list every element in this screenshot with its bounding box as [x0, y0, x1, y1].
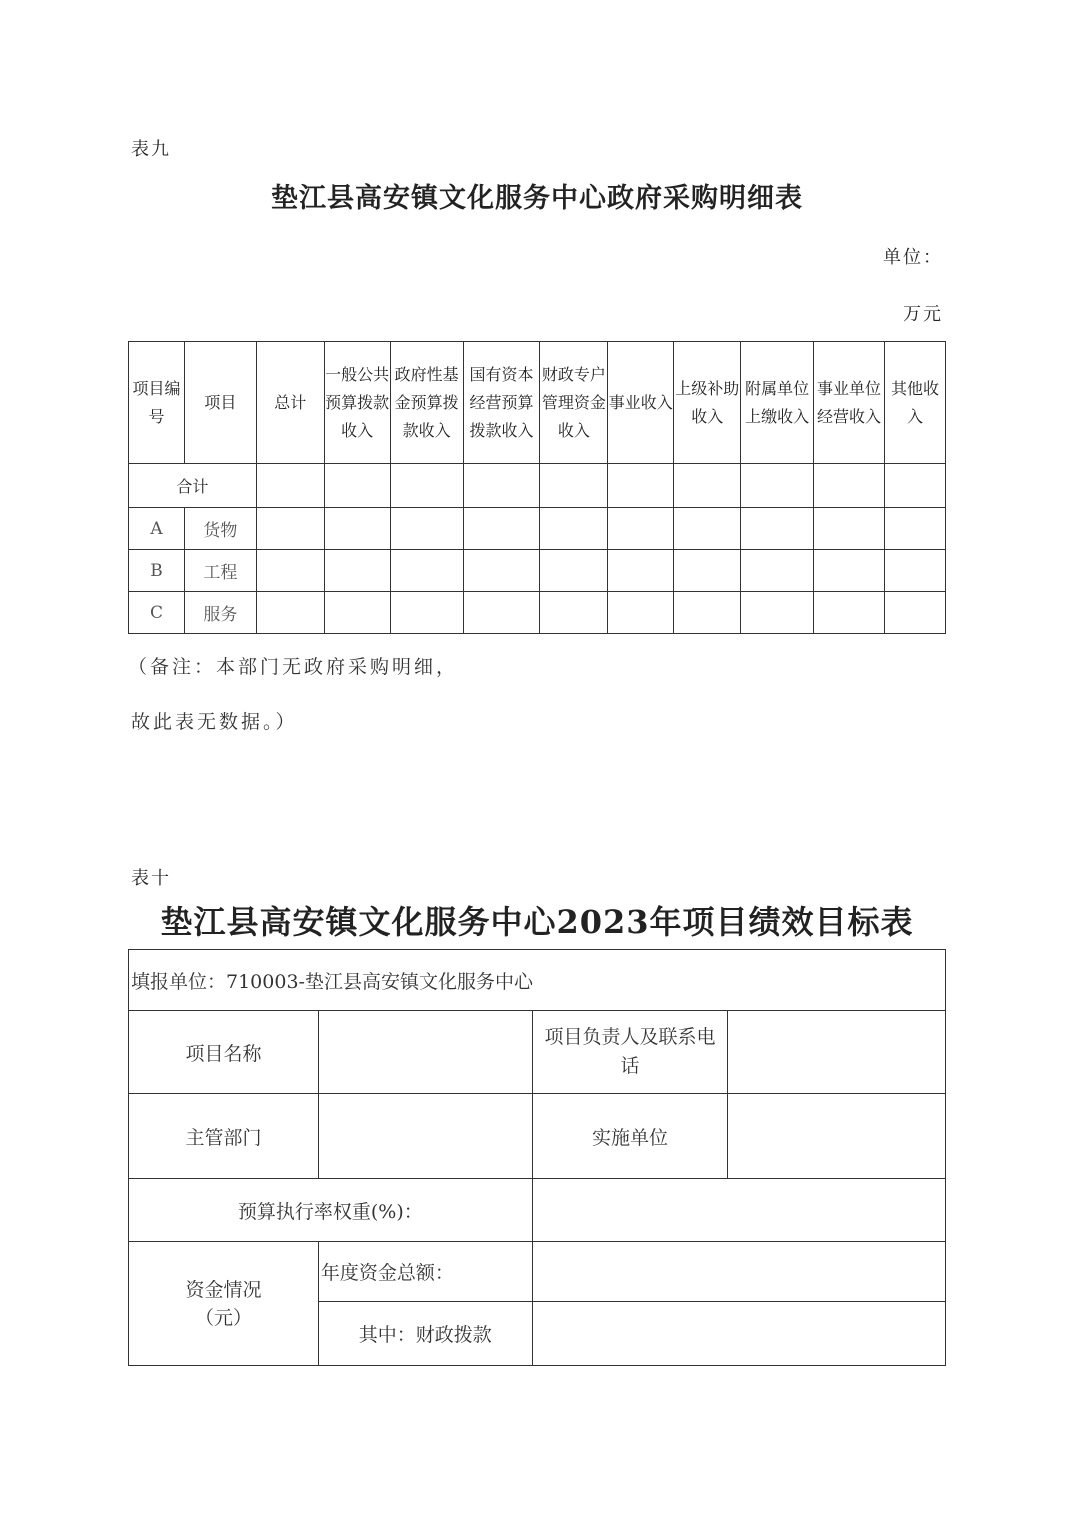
header-cell: 项目编号	[129, 342, 185, 464]
annual-total-label: 年度资金总额：	[318, 1242, 532, 1302]
filler-unit: 填报单位：710003-垫江县高安镇文化服务中心	[129, 950, 946, 1011]
header-cell: 财政专户管理资金收入	[540, 342, 608, 464]
dept-label: 主管部门	[129, 1094, 319, 1179]
project-name-label: 项目名称	[129, 1011, 319, 1094]
note-line-2: 故此表无数据。）	[131, 711, 298, 733]
table-row	[129, 508, 946, 550]
empty-cell	[674, 464, 741, 508]
row-code: B	[129, 550, 185, 592]
budget-rate-value	[532, 1179, 945, 1242]
header-cell: 附属单位上缴收入	[741, 342, 814, 464]
header-cell: 政府性基金预算拨款收入	[390, 342, 463, 464]
empty-cell	[884, 464, 945, 508]
procurement-table	[128, 341, 946, 634]
fiscal-allocation-value	[532, 1302, 945, 1366]
impl-unit-value	[728, 1094, 946, 1179]
empty-cell	[256, 464, 324, 508]
row-name: 货物	[184, 508, 256, 550]
header-cell: 上级补助收入	[674, 342, 741, 464]
empty-cell	[814, 464, 885, 508]
empty-cell	[540, 464, 608, 508]
header-cell: 其他收入	[884, 342, 945, 464]
table10-title: 垫江县高安镇文化服务中心2023年项目绩效目标表	[160, 903, 914, 941]
annual-total-value	[532, 1242, 945, 1302]
performance-table	[128, 949, 946, 1366]
table10-label: 表十	[131, 868, 171, 889]
table9-label: 表九	[131, 139, 171, 160]
header-cell: 事业收入	[608, 342, 674, 464]
note-line-1: （备注：本部门无政府采购明细，	[128, 656, 459, 678]
row-name: 服务	[184, 592, 256, 634]
project-lead-value	[728, 1011, 946, 1094]
header-cell: 总计	[256, 342, 324, 464]
row-code: C	[129, 592, 185, 634]
table9-title: 垫江县高安镇文化服务中心政府采购明细表	[271, 183, 803, 214]
empty-cell	[608, 464, 674, 508]
row-name: 工程	[184, 550, 256, 592]
project-name-value	[318, 1011, 532, 1094]
header-cell: 事业单位经营收入	[814, 342, 885, 464]
fiscal-allocation-label: 其中：财政拨款	[318, 1302, 532, 1366]
header-cell: 项目	[184, 342, 256, 464]
header-cell: 国有资本经营预算拨款收入	[463, 342, 540, 464]
row-code: A	[129, 508, 185, 550]
unit-label: 单位：	[883, 247, 943, 268]
empty-cell	[741, 464, 814, 508]
impl-unit-label: 实施单位	[532, 1094, 728, 1179]
empty-cell	[390, 464, 463, 508]
budget-rate-label: 预算执行率权重(%)：	[129, 1179, 533, 1242]
table-row	[129, 592, 946, 634]
empty-cell	[324, 464, 390, 508]
header-cell: 一般公共预算拨款收入	[324, 342, 390, 464]
total-label: 合计	[129, 464, 257, 508]
funds-label: 资金情况（元）	[129, 1242, 319, 1366]
project-lead-label: 项目负责人及联系电话	[532, 1011, 728, 1094]
table-row	[129, 550, 946, 592]
empty-cell	[463, 464, 540, 508]
dept-value	[318, 1094, 532, 1179]
unit-value: 万元	[903, 304, 943, 325]
